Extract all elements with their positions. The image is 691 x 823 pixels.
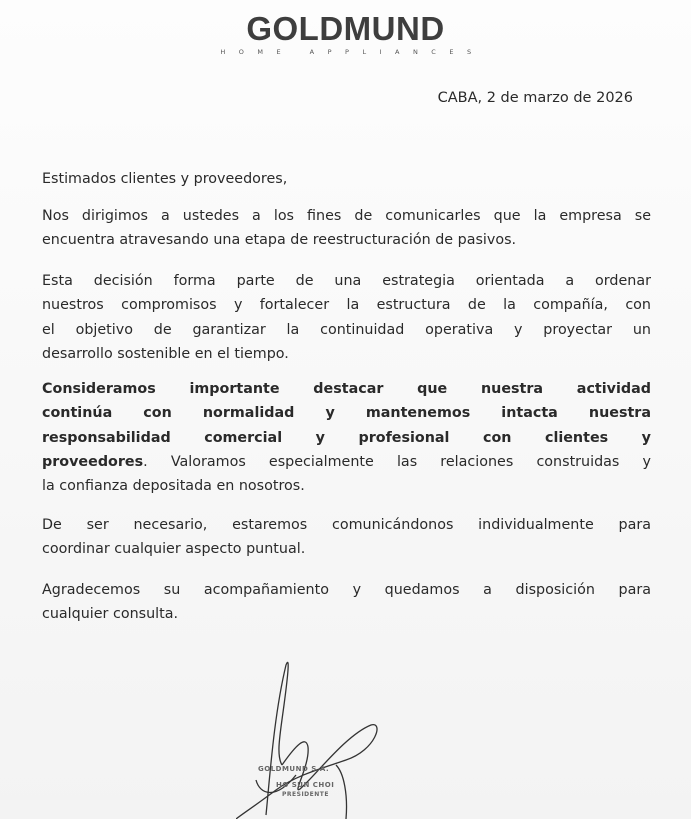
text-line: la confianza depositada en nosotros. [42,478,305,495]
text-line-bold: Consideramos importante destacar que nuestra actividad [42,381,651,397]
normal-text: . Valoramos especialmente las relaciones construidas y [143,453,651,470]
paragraph-3 [42,377,651,498]
text-line: Esta decisión forma parte de una estrategia orientada a ordenar [42,273,651,289]
paragraph-1 [42,204,651,253]
text-line: De ser necesario, estaremos comunicándonos individualmente para [42,517,651,533]
letterhead-logo [0,12,691,56]
stamp-name: HO SUN CHOI [276,781,335,789]
text-line: nuestros compromisos y fortalecer la estructura de la compañía, con [42,297,651,314]
brand-name: GOLDMUND [246,10,445,47]
paragraph-5 [42,578,651,627]
text-line-mixed [42,450,651,474]
bold-word: proveedores [42,453,144,470]
text-line: cualquier consulta. [42,606,179,623]
brand-tagline: HOME APPLIANCES [220,48,485,56]
stamp-company: GOLDMUND S.A. [258,765,330,773]
text-line: Agradecemos su acompañamiento y quedamos a disposición para [42,582,651,598]
date-line: CABA, 2 de marzo de 2026 [437,90,633,106]
text-line: Nos dirigimos a ustedes a los fines de comunicarles que la empresa se [42,208,651,224]
stamp-title: PRESIDENTE [282,791,329,798]
text-line: coordinar cualquier aspecto puntual. [42,541,306,558]
signature [236,655,386,819]
salutation-text: Estimados clientes y proveedores, [42,171,288,187]
text-line-bold: continúa con normalidad y mantenemos intacta nuestra [42,405,651,422]
text-line: encuentra atravesando una etapa de reestructuración de pasivos. [42,232,517,249]
paragraph-4 [42,513,651,562]
paragraph-2 [42,269,651,366]
text-line-bold: responsabilidad comercial y profesional con clientes y [42,429,651,446]
text-line: desarrollo sostenible en el tiempo. [42,345,289,362]
text-line: el objetivo de garantizar la continuidad operativa y proyectar un [42,321,651,338]
salutation [42,167,651,191]
